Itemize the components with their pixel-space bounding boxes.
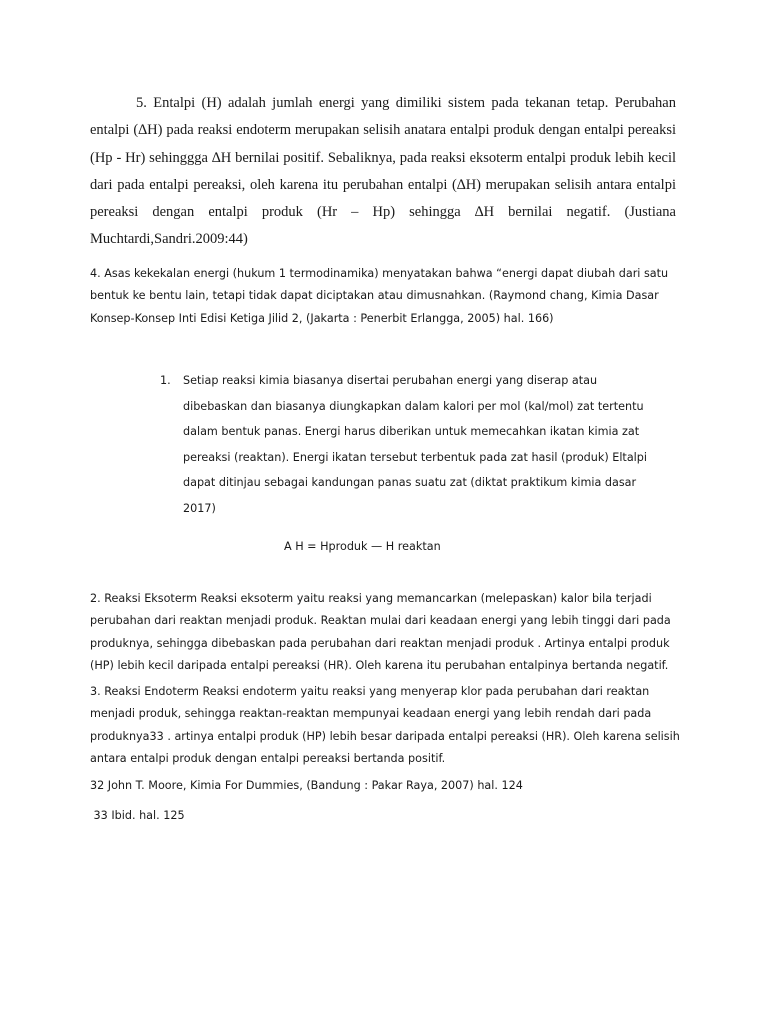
- footnote-32: 32 John T. Moore, Kimia For Dummies, (Bandung : Pakar Raya, 2007) hal. 124: [90, 779, 523, 792]
- paragraph-endoterm: 3. Reaksi Endoterm Reaksi endoterm yaitu reaksi yang menyerap klor pada perubahan dari reaktan menjadi produk, sehingga reaktan-reaktan mempunyai keadaan energi yang lebih rendah dari pada produknya33 . artinya entalpi produk (HP) lebih besar daripada entalpi pereaksi (HR). Oleh karena selisih antara entalpi produk dengan entalpi pereaksi bertanda positif.: [90, 685, 680, 766]
- enthalpy-formula: A H = Hproduk — H reaktan: [284, 540, 441, 553]
- paragraph-kekekalan-energi: 4. Asas kekekalan energi (hukum 1 termodinamika) menyatakan bahwa “energi dapat diubah dari satu bentuk ke bentu lain, tetapi tidak dapat diciptakan atau dimusnahkan. (Raymond chang, Kimia Dasar Konsep-Konsep Inti Edisi Ketiga Jilid 2, (Jakarta : Penerbit Erlangga, 2005) hal. 166): [90, 267, 669, 325]
- numbered-list-item: [160, 368, 660, 522]
- footnote-33: 33 Ibid. hal. 125: [90, 809, 185, 822]
- list-number: 1.: [160, 374, 171, 387]
- paragraph-eksoterm: 2. Reaksi Eksoterm Reaksi eksoterm yaitu reaksi yang memancarkan (melepaskan) kalor bila terjadi perubahan dari reaktan menjadi produk. Reaktan mulai dari keadaan energi yang lebih tinggi dari pada produknya, sehingga dibebaskan pada perubahan dari reaktan menjadi produk . Artinya entalpi produk (HP) lebih kecil daripada entalpi pereaksi (HR). Oleh karena itu perubahan entalpinya bertanda negatif.: [90, 592, 671, 673]
- paragraph-entalpi: 5. Entalpi (H) adalah jumlah energi yang dimiliki sistem pada tekanan tetap. Perubahan entalpi (∆H) pada reaksi endoterm merupakan selisih anatara entalpi produk dengan entalpi pereaksi (Hp - Hr) sehinggga ∆H bernilai positif. Sebaliknya, pada reaksi eksoterm entalpi produk lebih kecil dari pada entalpi pereaksi, oleh karena itu perubahan entalpi (∆H) merupakan selisih antara entalpi pereaksi dengan entalpi produk (Hr – Hp) sehingga ∆H bernilai negatif. (Justiana Muchtardi,Sandri.2009:44): [90, 95, 676, 248]
- list-item-text: Setiap reaksi kimia biasanya disertai perubahan energi yang diserap atau dibebaskan dan biasanya diungkapkan dalam kalori per mol (kal/mol) zat tertentu dalam bentuk panas. Energi harus diberikan untuk memecahkan ikatan kimia zat pereaksi (reaktan). Energi ikatan tersebut terbentuk pada zat hasil (produk) Eltalpi dapat ditinjau sebagai kandungan panas suatu zat (diktat praktikum kimia dasar 2017): [183, 374, 647, 515]
